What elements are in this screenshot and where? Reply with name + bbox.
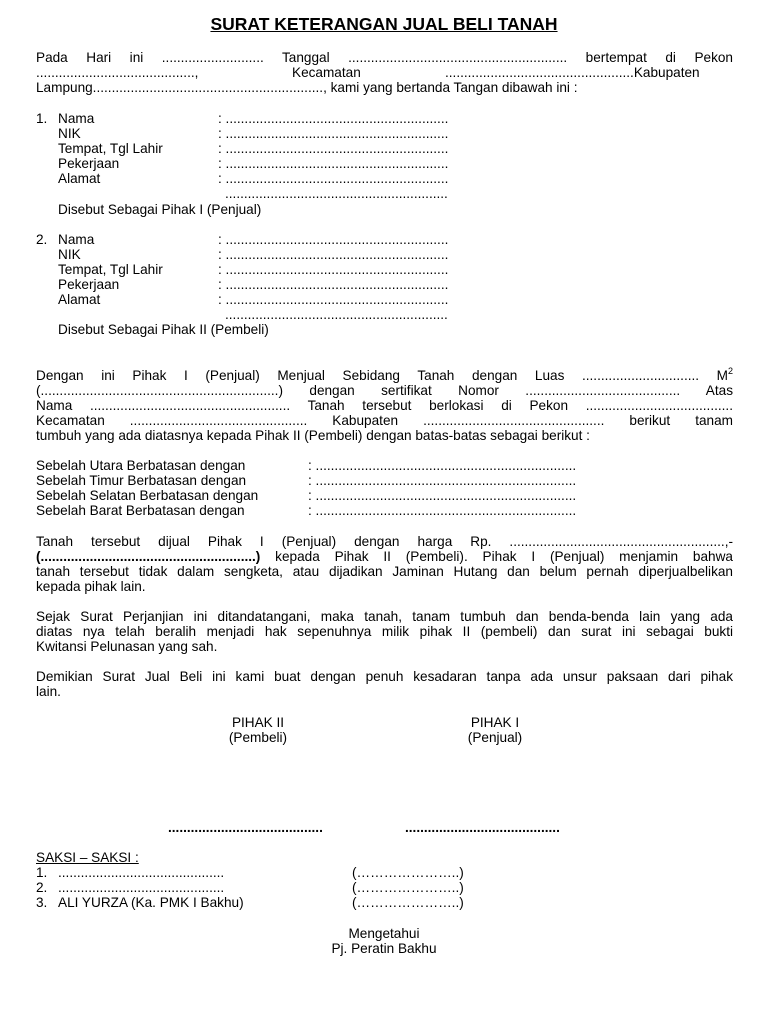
superscript: 2 (727, 366, 733, 376)
signature-right-title: PIHAK I (470, 715, 520, 730)
signature-right-line: ......................................... (405, 820, 560, 835)
field-value: : ........................................................... (218, 277, 449, 292)
signature-right-role: (Penjual) (467, 730, 523, 745)
witness-signature: (…………………..) (352, 895, 464, 910)
witnesses-heading: SAKSI – SAKSI : (36, 850, 139, 865)
field-value: : ........................................................... (218, 141, 449, 156)
witness-name: ............................................ (58, 880, 225, 895)
price-line-4: kepada pihak lain. (36, 579, 146, 594)
field-value: ........................................................... (225, 307, 448, 322)
field-label: Nama (58, 232, 95, 247)
field-label: NIK (58, 126, 81, 141)
field-value: : ........................................................... (218, 232, 449, 247)
role-label: Disebut Sebagai Pihak I (Penjual) (58, 202, 262, 217)
field-label: Tempat, Tgl Lahir (58, 141, 163, 156)
border-label: Sebelah Selatan Berbatasan dengan (36, 488, 259, 503)
intro-line-2c: ..................................................Kabupaten (445, 65, 700, 80)
party2-number: 2. (36, 232, 48, 247)
intro-line-2b: Kecamatan (292, 65, 361, 80)
sale-line-2: (...............................................................) dengan sertifikat Nomor ......................................... Atas (36, 383, 733, 398)
price-amount-words: (.........................................................) (36, 549, 261, 564)
intro-text: Pada Hari ini ........................... Tanggal .......................................................... bertempat di Pekon (36, 50, 733, 65)
border-label: Sebelah Utara Berbatasan dengan (36, 458, 246, 473)
closing-line-1: Demikian Surat Jual Beli ini kami buat dengan penuh kesadaran tanpa ada unsur paksaan dari pihak (36, 669, 733, 684)
sale-line-5: tumbuh yang ada diatasnya kepada Pihak II (Pembeli) dengan batas-batas sebagai berikut : (36, 428, 590, 443)
field-value: : ........................................................... (218, 156, 449, 171)
witness-number: 3. (36, 895, 48, 910)
approval-official: Pj. Peratin Bakhu (331, 941, 437, 956)
party1-number: 1. (36, 111, 48, 126)
signature-left-title: PIHAK II (231, 715, 285, 730)
intro-line-3: Lampung............................................................., kami yang bertanda Tangan dibawah ini : (36, 80, 578, 95)
intro-line-2a: .........................................., (36, 65, 199, 80)
border-value: : ..................................................................... (308, 488, 577, 503)
witness-name: ............................................ (58, 865, 225, 880)
witness-number: 1. (36, 865, 48, 880)
field-value: : ........................................................... (218, 292, 449, 307)
price-line-1: Tanah tersebut dijual Pihak I (Penjual) dengan harga Rp. .........................................................,- (36, 534, 733, 549)
border-label: Sebelah Barat Berbatasan dengan (36, 503, 245, 518)
border-label: Sebelah Timur Berbatasan dengan (36, 473, 247, 488)
field-value: : ........................................................... (218, 111, 449, 126)
role-label: Disebut Sebagai Pihak II (Pembeli) (58, 322, 269, 337)
sale-text: Dengan ini Pihak I (Penjual) Menjual Sebidang Tanah dengan Luas ............................... M (36, 368, 728, 383)
price-line-3: tanah tersebut tidak dalam sengketa, atau dijadikan Jaminan Hutang dan belum pernah diperjualbelikan (36, 564, 733, 579)
transfer-line-1: Sejak Surat Perjanjian ini ditandatangani, maka tanah, tanam tumbuh dan benda-benda lain yang ada (36, 609, 733, 624)
field-value: ........................................................... (225, 186, 448, 201)
signature-left-line: ......................................... (168, 820, 323, 835)
witness-name: ALI YURZA (Ka. PMK I Bakhu) (58, 895, 244, 910)
sale-line-3: Nama ..................................................... Tanah tersebut berlokasi di Pekon ....................................... (36, 398, 733, 413)
field-value: : ........................................................... (218, 262, 449, 277)
field-label: Pekerjaan (58, 277, 120, 292)
field-value: : ........................................................... (218, 247, 449, 262)
witness-signature: (…………………..) (352, 865, 464, 880)
border-value: : ..................................................................... (308, 503, 577, 518)
transfer-line-3: Kwitansi Pelunasan yang sah. (36, 639, 218, 654)
field-label: Pekerjaan (58, 156, 120, 171)
field-value: : ........................................................... (218, 171, 449, 186)
approval-label: Mengetahui (348, 926, 420, 941)
witness-list (36, 865, 536, 913)
witness-number: 2. (36, 880, 48, 895)
field-label: Nama (58, 111, 95, 126)
signature-left-role: (Pembeli) (228, 730, 288, 745)
borders-block (36, 458, 636, 520)
sale-line-4: Kecamatan ............................................... Kabupaten ................................................ berikut tanam (36, 413, 733, 428)
intro-line-1 (36, 50, 733, 65)
price-text: kepada Pihak II (Pembeli). Pihak I (Penjual) menjamin bahwa (260, 549, 733, 564)
transfer-line-2: diatas nya telah beralih menjadi hak sepenuhnya milik pihak II (pembeli) dan surat ini sebagai bukti (36, 624, 733, 639)
closing-line-2: lain. (36, 684, 61, 699)
field-value: : ........................................................... (218, 126, 449, 141)
document-title: SURAT KETERANGAN JUAL BELI TANAH (210, 14, 558, 34)
field-label: Alamat (58, 292, 101, 307)
border-value: : ..................................................................... (308, 458, 577, 473)
field-label: Alamat (58, 171, 101, 186)
price-line-2 (36, 549, 733, 564)
field-label: NIK (58, 247, 81, 262)
field-label: Tempat, Tgl Lahir (58, 262, 163, 277)
party1-block (36, 111, 536, 221)
sale-line-1 (36, 368, 733, 383)
border-value: : ..................................................................... (308, 473, 577, 488)
party2-block (36, 232, 536, 342)
witness-signature: (…………………..) (352, 880, 464, 895)
